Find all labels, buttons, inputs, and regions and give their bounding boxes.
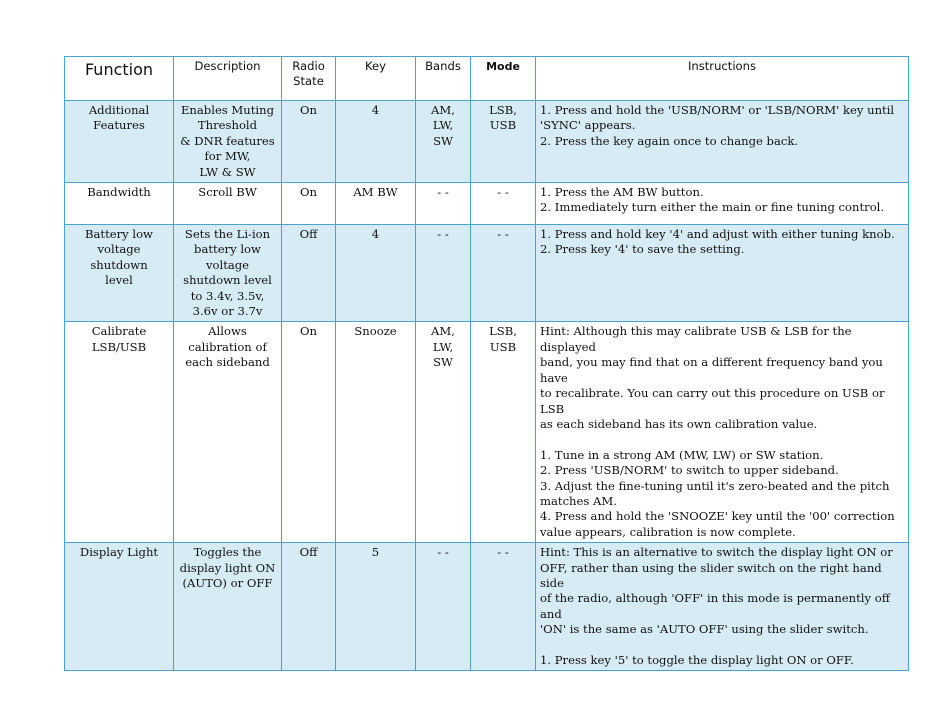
cell-instructions-line: value appears, calibration is now complete. [540,524,796,539]
table-row [65,225,909,322]
cell-function-line: voltage [97,242,141,257]
cell-instructions-line: 'ON' is the same as 'AUTO OFF' using the slider switch. [540,622,869,637]
cell-description-line: Toggles the [193,545,262,560]
cell-description-line: Threshold [197,118,258,133]
header-bands: Bands [416,57,471,101]
cell-mode: - - [471,225,536,322]
table-row [65,183,909,225]
cell-instructions-line: band, you may find that on a different frequency band you have [540,355,883,385]
cell-instructions-line: 2. Immediately turn either the main or fine tuning control. [540,200,885,215]
cell-bands-line: - - [437,227,449,242]
cell-instructions-line: 'SYNC' appears. [540,118,636,133]
header-key: Key [336,57,416,101]
cell-function-line: Display Light [79,545,159,560]
blank-line [540,432,904,447]
cell-instructions [536,543,909,671]
table-row [65,543,909,671]
cell-description-line: 3.6v or 3.7v [192,304,263,319]
cell-description-line: voltage [205,257,250,272]
cell-function-line: LSB/USB [91,339,147,354]
cell-instructions-line: 2. Press key '4' to save the setting. [540,242,745,257]
cell-instructions-line: OFF, rather than using the slider switch on the right hand side [540,560,882,590]
cell-bands [416,225,471,322]
cell-description-line: display light ON [179,560,276,575]
cell-instructions-line: 1. Press the AM BW button. [540,185,704,200]
cell-description [174,322,282,543]
cell-function [65,225,174,322]
cell-description-line: Scroll BW [198,185,257,200]
cell-instructions [536,322,909,543]
cell-description [174,543,282,671]
cell-instructions-line: 1. Press and hold key '4' and adjust with either tuning knob. [540,227,895,242]
cell-function-line: Features [93,118,145,133]
cell-mode: - - [471,543,536,671]
cell-instructions [536,225,909,322]
function-table [64,56,909,671]
cell-bands-line: SW [433,133,453,148]
cell-function-line: Additional [88,103,150,117]
cell-description-line: battery low [194,242,261,257]
cell-instructions-line: 2. Press the key again once to change back. [540,133,799,148]
cell-radio-state: Off [282,225,336,322]
cell-bands-line: AM, [431,324,455,339]
cell-instructions [536,183,909,225]
cell-instructions-line: 1. Press key '5' to toggle the display light ON or OFF. [540,652,854,667]
cell-key: 4 [336,225,416,322]
cell-function [65,183,174,225]
cell-bands [416,183,471,225]
cell-function-line: Battery low [84,227,153,242]
header-mode: Mode [471,57,536,101]
cell-mode: LSB, USB [471,101,536,183]
cell-instructions-line: 3. Adjust the fine-tuning until it's zero-beated and the pitch [540,478,890,493]
cell-description-line: (AUTO) or OFF [182,575,273,590]
cell-description-line: Sets the Li-ion [184,227,271,242]
cell-bands [416,322,471,543]
cell-mode: - - [471,183,536,225]
cell-instructions-line: Hint: Although this may calibrate USB & LSB for the displayed [540,324,852,354]
cell-bands-line: AM, [431,103,455,117]
cell-instructions-line: as each sideband has its own calibration value. [540,416,818,431]
cell-description-line: Enables Muting [180,103,275,117]
cell-radio-state: On [282,322,336,543]
cell-function [65,543,174,671]
cell-instructions-line: 1. Press and hold the 'USB/NORM' or 'LSB/NORM' key until [540,103,895,117]
cell-instructions-line: of the radio, although 'OFF' in this mode is permanently off and [540,591,890,621]
cell-instructions-line: to recalibrate. You can carry out this procedure on USB or LSB [540,386,885,416]
header-description: Description [174,57,282,101]
cell-radio-state: On [282,101,336,183]
table-row [65,101,909,183]
cell-function-line: level [105,273,133,288]
cell-radio-state: On [282,183,336,225]
cell-description-line: & DNR features [180,133,275,148]
cell-key: 5 [336,543,416,671]
cell-bands-line: LW, [432,118,454,133]
cell-instructions-line: 1. Tune in a strong AM (MW, LW) or SW station. [540,447,824,462]
cell-mode: LSB, USB [471,322,536,543]
header-radio-state [282,57,336,101]
cell-description-line: for MW, [204,149,251,164]
cell-description-line: calibration of [188,339,267,354]
cell-bands-line: SW [433,355,453,370]
cell-description-line: to 3.4v, 3.5v, [190,288,265,303]
cell-description [174,183,282,225]
header-radio-state-line: Radio [292,59,325,73]
cell-instructions-line: Hint: This is an alternative to switch the display light ON or [540,545,893,560]
cell-description-line: LW & SW [199,164,256,179]
table-body [65,101,909,671]
cell-description-line: shutdown level [183,273,272,288]
blank-line [540,638,904,653]
cell-bands-line: LW, [432,339,454,354]
cell-function-line: Bandwidth [87,185,151,200]
cell-instructions-line: 2. Press 'USB/NORM' to switch to upper sideband. [540,463,839,478]
table-row [65,322,909,543]
header-row [65,57,909,101]
cell-instructions-line: matches AM. [540,493,617,508]
cell-key: 4 [336,101,416,183]
cell-description-line: Allows [208,324,247,339]
cell-function-line: Calibrate [91,324,147,339]
cell-bands [416,543,471,671]
header-radio-state-line: State [293,74,324,89]
cell-bands [416,101,471,183]
cell-radio-state: Off [282,543,336,671]
header-function: Function [65,57,174,101]
cell-instructions-line: 4. Press and hold the 'SNOOZE' key until the '00' correction [540,509,895,524]
header-instructions: Instructions [536,57,909,101]
cell-function [65,322,174,543]
cell-description-line: each sideband [185,355,270,370]
cell-key: AM BW [336,183,416,225]
cell-instructions [536,101,909,183]
cell-key: Snooze [336,322,416,543]
cell-function-line: shutdown [90,257,148,272]
cell-description [174,225,282,322]
cell-bands-line: - - [437,185,449,200]
cell-description [174,101,282,183]
cell-function [65,101,174,183]
cell-bands-line: - - [437,545,449,560]
